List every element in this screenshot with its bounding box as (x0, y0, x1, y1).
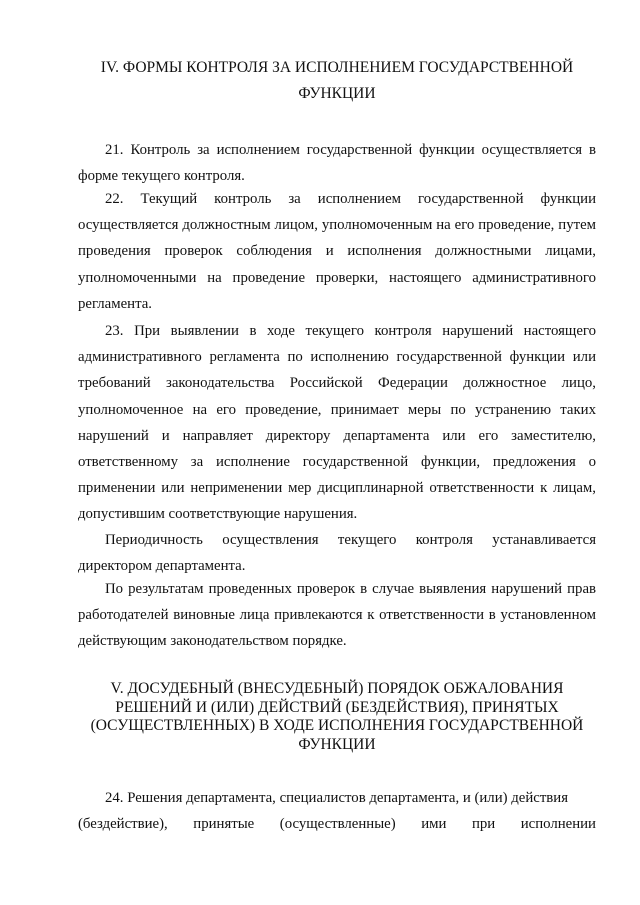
word: (бездействие), (78, 816, 168, 832)
paragraph-24-line-2 (78, 811, 596, 837)
word: ими (421, 816, 447, 832)
word: исполнении (520, 816, 596, 832)
paragraph-22: 22. Текущий контроль за исполнением государственной функции осуществляется должностным лицом, уполномоченным на его проведение, путем проведения проверок соблюдения и исполнения должностными лицами, уполномоченными на проведение проверки, настоящего административного регламента. (78, 191, 596, 312)
section-5-heading-line-4: ФУНКЦИИ (298, 735, 376, 753)
paragraph-23: 23. При выявлении в ходе текущего контроля нарушений настоящего административного регламента по исполнению государственной функции или требований законодательства Российской Федерации должностное лицо, уполномоченное на его проведение, принимает меры по устранению таких нарушений и направляет директору департамента или его заместителю, ответственному за исполнение государственной функции, предложения о применении или неприменении мер дисциплинарной ответственности к лицам, допустившим соответствующие нарушения. (78, 323, 596, 523)
paragraph-periodicity: Периодичность осуществления текущего контроля устанавливается директором департамента. (78, 532, 596, 575)
section-4-heading (78, 55, 596, 107)
word: при (471, 816, 496, 832)
section-4-heading-line-1: IV. ФОРМЫ КОНТРОЛЯ ЗА ИСПОЛНЕНИЕМ ГОСУДАРСТВЕННОЙ (100, 59, 574, 76)
section-5-heading-line-3: (ОСУЩЕСТВЛЕННЫХ) В ХОДЕ ИСПОЛНЕНИЯ ГОСУДАРСТВЕННОЙ (90, 717, 584, 734)
section-5-heading-line-1: V. ДОСУДЕБНЫЙ (ВНЕСУДЕБНЫЙ) ПОРЯДОК ОБЖАЛОВАНИЯ (110, 680, 564, 697)
paragraph-results: По результатам проведенных проверок в случае выявления нарушений прав работодателей виновные лица привлекаются к ответственности в установленном действующим законодательством порядке. (78, 581, 596, 650)
paragraph-21: 21. Контроль за исполнением государственной функции осуществляется в форме текущего контроля. (78, 142, 596, 185)
word: принятые (193, 816, 255, 832)
section-5-heading (78, 680, 596, 754)
section-4-heading-line-2: ФУНКЦИИ (298, 85, 376, 102)
paragraph-24-line-1: 24. Решения департамента, специалистов департамента, и (или) действия (105, 790, 568, 806)
word: (осуществленные) (279, 816, 396, 832)
section-5-heading-line-2: РЕШЕНИЙ И (ИЛИ) ДЕЙСТВИЙ (БЕЗДЕЙСТВИЯ), ПРИНЯТЫХ (115, 698, 559, 716)
